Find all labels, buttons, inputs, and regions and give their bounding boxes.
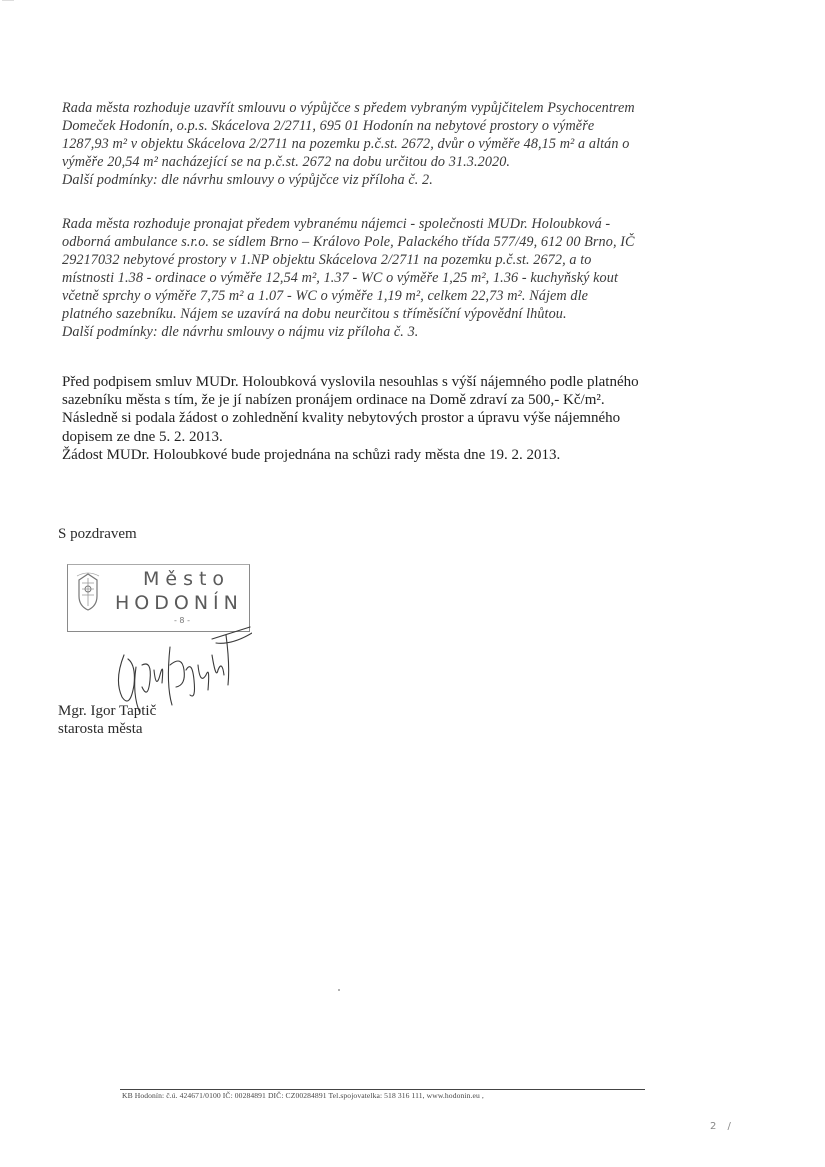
text-line: Před podpisem smluv MUDr. Holoubková vyslovila nesouhlas s výší nájemného podle platného: [62, 374, 639, 390]
text-line: 29217032 nebytové prostory v 1.NP objektu Skácelova 2/2711 na pozemku p.č.st. 2672, a to: [62, 252, 592, 268]
signer-block: [58, 702, 156, 738]
scan-artifact: [0, 0, 30, 30]
text-line: výměře 20,54 m² nacházející se na p.č.st. 2672 na dobu určitou do 31.3.2020.: [62, 154, 511, 170]
stamp-city-label: Město: [143, 568, 231, 590]
text-line: sazebníku města s tím, že je jí nabízen pronájem ordinace na Domě zdraví za 500,- Kč/m².: [62, 392, 605, 409]
text-line: Další podmínky: dle návrhu smlouvy o nájmu viz příloha č. 3.: [62, 324, 419, 340]
city-crest-icon: [73, 570, 103, 614]
resolution-lease-paragraph: [62, 215, 762, 341]
text-line: dopisem ze dne 5. 2. 2013.: [62, 428, 223, 445]
greeting: S pozdravem: [58, 526, 137, 542]
city-stamp: [67, 564, 250, 632]
text-line: Následně si podala žádost o zohlednění kvality nebytových prostor a úpravu výše nájemného: [62, 410, 621, 427]
signer-title: starosta města: [58, 721, 143, 737]
scan-speck: [338, 989, 340, 991]
text-line: Rada města rozhoduje pronajat předem vybranému nájemci - společnosti MUDr. Holoubková -: [62, 216, 611, 232]
text-line: odborná ambulance s.r.o. se sídlem Brno – Královo Pole, Palackého třída 577/49, 612 00 Brno, IČ: [62, 234, 635, 250]
footer-bank-info: KB Hodonín: č.ú. 424671/0100 IČ: 00284891 DIČ: CZ00284891 Tel.spojovatelka: 518 316 111, www.hodonin.eu ,: [122, 1091, 484, 1100]
text-line: místnosti 1.38 - ordinace o výměře 12,54 m², 1.37 - WC o výměře 1,25 m², 1.36 - kuchyňský kout: [62, 270, 618, 286]
text-line: 1287,93 m² v objektu Skácelova 2/2711 na pozemku p.č.st. 2672, dvůr o výměře 48,15 m² a altán o: [62, 136, 630, 152]
text-line: včetně sprchy o výměře 7,75 m² a 1.07 - WC o výměře 1,19 m², celkem 22,73 m². Nájem dle: [62, 288, 589, 304]
objection-paragraph: [62, 373, 762, 464]
stamp-number: - 8 -: [174, 616, 190, 625]
signer-name: Mgr. Igor Taptič: [58, 703, 157, 719]
text-line: Rada města rozhoduje uzavřít smlouvu o výpůjčce s předem vybraným vypůjčitelem Psychocentrem: [62, 100, 635, 116]
footer-divider: [120, 1089, 645, 1090]
text-line: Domeček Hodonín, o.p.s. Skácelova 2/2711, 695 01 Hodonín na nebytové prostory o výměře: [62, 118, 595, 134]
page-number: 2 /: [710, 1121, 735, 1132]
text-line: Žádost MUDr. Holoubkové bude projednána na schůzi rady města dne 19. 2. 2013.: [62, 446, 561, 463]
text-line: platného sazebníku. Nájem se uzavírá na dobu neurčitou s tříměsíční výpovědní lhůtou.: [62, 306, 567, 322]
resolution-loan-paragraph: [62, 99, 762, 189]
stamp-city-name: HODONÍN: [115, 592, 243, 614]
text-line: Další podmínky: dle návrhu smlouvy o výpůjčce viz příloha č. 2.: [62, 172, 433, 188]
